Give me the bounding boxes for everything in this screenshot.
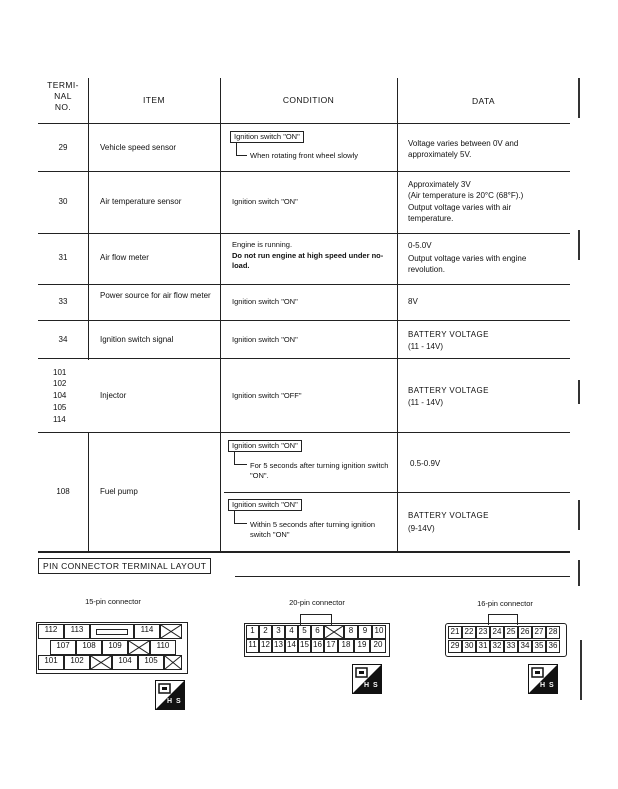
connector-pin: 29 [448,640,462,653]
item-label: Air flow meter [100,253,149,262]
section-underline [235,576,570,577]
condition-detail: Within 5 seconds after turning ignition switch "ON" [250,520,376,539]
connector-pin: 16 [311,639,324,653]
condition-text: Ignition switch "ON" [232,297,298,306]
connector-pin: 12 [259,639,272,653]
scan-edge-mark [578,380,580,404]
table-bottom-line [38,551,570,553]
connector-pin: 24 [490,626,504,639]
header-data: DATA [471,96,495,106]
connector-title: 20-pin connector [289,598,345,607]
item-label: Vehicle speed sensor [100,143,177,152]
badge-label: H S [167,698,182,705]
connector-pin: 109 [102,640,128,655]
data-value: (Air temperature is 20°C (68°F).) [408,191,524,200]
row-divider [38,233,570,234]
condition-connector-line [234,511,247,524]
condition-connector-line [234,452,247,465]
condition-connector-line [236,143,247,156]
connector-pin: 33 [504,640,518,653]
empty-pin-cross-icon [91,656,111,669]
connector-pin: 1 [246,625,259,639]
header-terminal-no: TERMI- NAL NO. [47,80,79,112]
data-value: Approximately 3V [408,180,471,189]
connector-pin: 21 [448,626,462,639]
terminal-number: 104 [53,391,67,400]
connector-pin: 32 [490,640,504,653]
connector-pin: 20 [370,639,386,653]
connector-pin: 112 [38,624,64,639]
connector-title: 16-pin connector [477,599,533,608]
row-divider [38,432,570,433]
connector-pin-empty [164,655,182,670]
connector-pin: 108 [76,640,102,655]
connector-pin: 27 [532,626,546,639]
connector-pin: 17 [324,639,338,653]
terminal-number: 108 [56,487,70,496]
connector-pin: 104 [112,655,138,670]
column-divider [88,432,89,552]
item-label: Power source for air flow meter [100,291,211,300]
condition-box: Ignition switch "ON" [230,131,304,143]
connector-pin: 13 [272,639,285,653]
connector-pin: 23 [476,626,490,639]
row-divider [38,171,570,172]
condition-detail: When rotating front wheel slowly [250,151,358,160]
connector-title: 15-pin connector [85,597,141,606]
badge-label: H S [364,682,379,689]
data-value: BATTERY VOLTAGE [408,511,489,520]
connector-pin: 110 [150,640,176,655]
connector-pin: 107 [50,640,76,655]
connector-pin: 30 [462,640,476,653]
connector-pin: 114 [134,624,160,639]
scan-edge-mark [578,500,580,530]
data-value: Output voltage varies with engine revolution. [408,254,527,274]
data-value: 0.5-0.9V [410,459,441,468]
terminal-number: 101 [53,368,67,377]
terminal-number: 31 [58,253,68,262]
row-divider [38,358,570,359]
data-value: 8V [408,297,418,306]
condition-text: Ignition switch "ON" [232,335,298,344]
data-value: (11 - 14V) [408,398,443,407]
scan-edge-mark [578,230,580,260]
data-value: (9-14V) [408,524,435,533]
scan-edge-mark [578,78,580,118]
connector-pin: 4 [285,625,298,639]
harness-side-badge-icon [352,664,382,694]
connector-pin-empty [324,625,344,639]
connector-pin: 28 [546,626,560,639]
data-value: 0-5.0V [408,241,432,250]
connector-pin: 34 [518,640,532,653]
empty-pin-cross-icon [161,625,181,638]
header-condition: CONDITION [282,95,335,105]
connector-pin: 10 [372,625,386,639]
section-title-box: PIN CONNECTOR TERMINAL LAYOUT [38,558,211,574]
connector-pin: 3 [272,625,285,639]
item-label: Ignition switch signal [100,335,174,344]
connector-pin: 22 [462,626,476,639]
connector-pin: 11 [246,639,259,653]
data-value: BATTERY VOLTAGE [408,330,489,339]
connector-pin: 26 [518,626,532,639]
harness-side-badge-icon [528,664,558,694]
data-value: Output voltage varies with air temperature. [408,203,512,223]
connector-pin: 36 [546,640,560,653]
connector-pin-empty [160,624,182,639]
empty-pin-cross-icon [129,641,149,654]
terminal-number: 33 [58,297,68,306]
column-divider [220,78,221,552]
connector-pin: 102 [64,655,90,670]
connector-latch [96,629,128,635]
connector-pin: 19 [354,639,370,653]
connector-pin: 5 [298,625,311,639]
connector-pin: 9 [358,625,372,639]
data-value: BATTERY VOLTAGE [408,386,489,395]
condition-text: Ignition switch "ON" [232,197,298,206]
connector-pin: 105 [138,655,164,670]
condition-text: Engine is running. [232,240,293,249]
scan-edge-mark [578,560,580,586]
connector-pin: 6 [311,625,324,639]
connector-pin-empty [128,640,150,655]
connector-pin: 15 [298,639,311,653]
connector-pin: 14 [285,639,298,653]
scan-edge-mark [580,640,582,700]
row-divider [38,284,570,285]
header-item: ITEM [143,95,165,105]
condition-warning: Do not run engine at high speed under no-load. [232,251,384,270]
column-divider [88,78,89,360]
connector-pin: 31 [476,640,490,653]
terminal-number: 102 [53,379,67,388]
connector-pin: 35 [532,640,546,653]
connector-pin: 8 [344,625,358,639]
terminal-number: 34 [58,335,68,344]
badge-label: H S [540,682,555,689]
terminal-number: 105 [53,403,67,412]
condition-detail: For 5 seconds after turning ignition switch "ON". [250,461,389,480]
data-value: (11 - 14V) [408,342,443,351]
terminal-number: 29 [58,143,68,152]
condition-text: Ignition switch "OFF" [232,391,302,400]
connector-pin-empty [90,655,112,670]
item-label: Injector [100,391,127,400]
item-label: Air temperature sensor [100,197,182,206]
column-divider [397,78,398,552]
condition-box: Ignition switch "ON" [228,440,302,452]
connector-pin: 101 [38,655,64,670]
terminal-number: 114 [53,415,66,424]
connector-pin: 113 [64,624,90,639]
data-value: Voltage varies between 0V and approximately 5V. [408,139,519,159]
row-divider [38,320,570,321]
item-label: Fuel pump [100,487,138,496]
harness-side-badge-icon [155,680,185,710]
row-divider [38,123,570,124]
empty-pin-cross-icon [165,656,181,669]
connector-pin: 18 [338,639,354,653]
condition-box: Ignition switch "ON" [228,499,302,511]
connector-pin: 2 [259,625,272,639]
connector-pin: 25 [504,626,518,639]
terminal-number: 30 [58,197,68,206]
empty-pin-cross-icon [325,626,343,638]
